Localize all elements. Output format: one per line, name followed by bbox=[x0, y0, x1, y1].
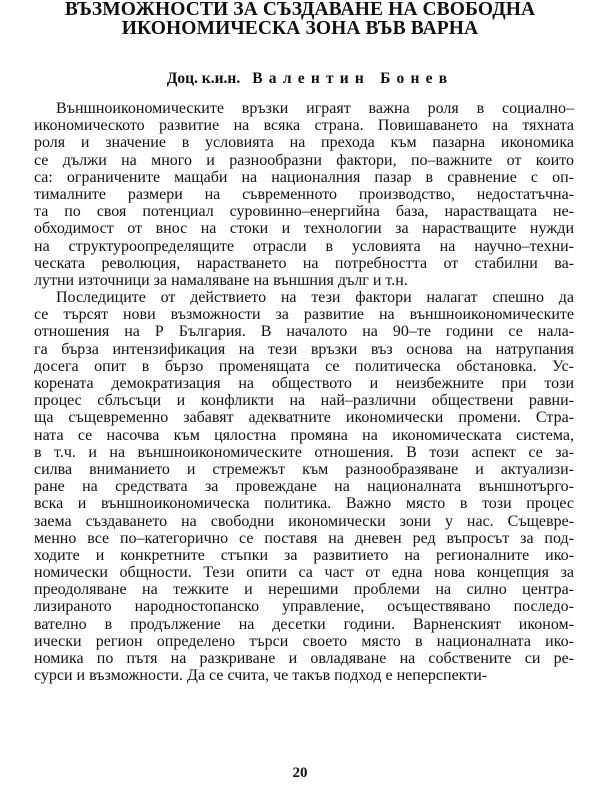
text-line: ща същевременно забавят адекватните икономически промени. Стра- bbox=[34, 409, 574, 427]
text-line: вателно в продължение на десетки години. Варненският иконом- bbox=[34, 615, 574, 633]
text-line: номически общности. Тези опити са част от една нова концепция за bbox=[34, 564, 574, 582]
text-line: отношения на Р България. В началото на 90–те години се нала- bbox=[34, 323, 574, 341]
page-number: 20 bbox=[292, 765, 308, 781]
text-line: Външноикономическите връзки играят важна роля в социално– bbox=[56, 100, 574, 117]
author-byline bbox=[80, 70, 540, 88]
text-line: силва вниманието и стремежът към разнообразяване и актуализи- bbox=[34, 460, 574, 478]
text-line: тималните размери на съвременното производство, недостатъчна- bbox=[34, 185, 574, 203]
text-line: сурси и възможности. Да се счита, че такъв подход е неперспекти- bbox=[34, 667, 488, 685]
text-line: га бърза интензификация на тези връзки въз основа на натрупания bbox=[34, 340, 574, 358]
text-line: се търсят нови възможности за развитие на външноикономическите bbox=[34, 306, 574, 324]
text-line: корената демократизация на обществото и неизбежните при този bbox=[34, 375, 574, 392]
text-line: ната се насочва към цялостна промяна на икономическата система, bbox=[34, 426, 574, 444]
article-body bbox=[34, 100, 574, 684]
text-line: Последиците от действието на тези фактори налагат спешно да bbox=[56, 289, 574, 307]
text-line: номика по пътя на разкриване и овладяване на собствените си ре- bbox=[34, 650, 574, 667]
text-line: та по своя потенциал суровинно–енергийна база, нарастващата не- bbox=[34, 203, 574, 221]
author-name: Валентин Бонев bbox=[252, 70, 454, 87]
text-line: заема създаването на свободни икономически зони у нас. Същевре- bbox=[34, 512, 574, 530]
paragraph-1 bbox=[34, 100, 574, 289]
text-line: се дължи на много и разнообразни фактори, по–важните от които bbox=[34, 151, 574, 169]
text-line: лизираното народностопанско управление, осъществявано последо- bbox=[34, 598, 574, 616]
paragraph-2 bbox=[34, 289, 574, 684]
article-title-line-2: ИКОНОМИЧЕСКА ЗОНА ВЪВ ВАРНА bbox=[121, 18, 479, 39]
text-line: преодоляване на тежките и нерешими проблеми на силно центра- bbox=[34, 581, 574, 599]
text-line: ческата революция, нарастването на потребността от стабилни ва- bbox=[34, 254, 574, 272]
author-degree: Доц. к.и.н. bbox=[166, 70, 241, 87]
text-line: процес сблъсъци и конфликти на най–различни обществени равни- bbox=[34, 392, 574, 410]
text-line: в т.ч. и на външноикономическите отношения. В този аспект се за- bbox=[34, 443, 574, 461]
text-line: лутни източници за намаляване на външния дълг и т.н. bbox=[34, 271, 408, 289]
text-line: обходимост от внос на стоки и технологии за нарастващите нужди bbox=[34, 220, 574, 238]
text-line: ране на средствата за провеждане на националната външнотърго- bbox=[34, 478, 574, 496]
text-line: менно все по–категорично се поставя на дневен ред въпросът за под- bbox=[34, 529, 574, 547]
text-line: на структуроопределящите отрасли в условията на научно–техни- bbox=[34, 237, 574, 255]
text-line: вска и външноикономическа политика. Важно място в този процес bbox=[34, 495, 574, 513]
text-line: ически регион определено търси своето място в националната ико- bbox=[34, 632, 574, 650]
text-line: икономическото развитие на всяка страна. Повишаването на тяхната bbox=[34, 117, 574, 135]
text-line: са: ограничените мащаби на националния пазар в сравнение с оп- bbox=[34, 168, 574, 186]
text-line: роля и значение в условията на прехода към пазарна икономика bbox=[34, 134, 574, 152]
text-line: ходите и конкретните стъпки за развитието на регионалните ико- bbox=[34, 546, 574, 564]
text-line: досега опит в бързо променящата се политическа обстановка. Ус- bbox=[34, 357, 574, 375]
article-title-line-1: ВЪЗМОЖНОСТИ ЗА СЪЗДАВАНЕ НА СВОБОДНА bbox=[64, 0, 536, 20]
